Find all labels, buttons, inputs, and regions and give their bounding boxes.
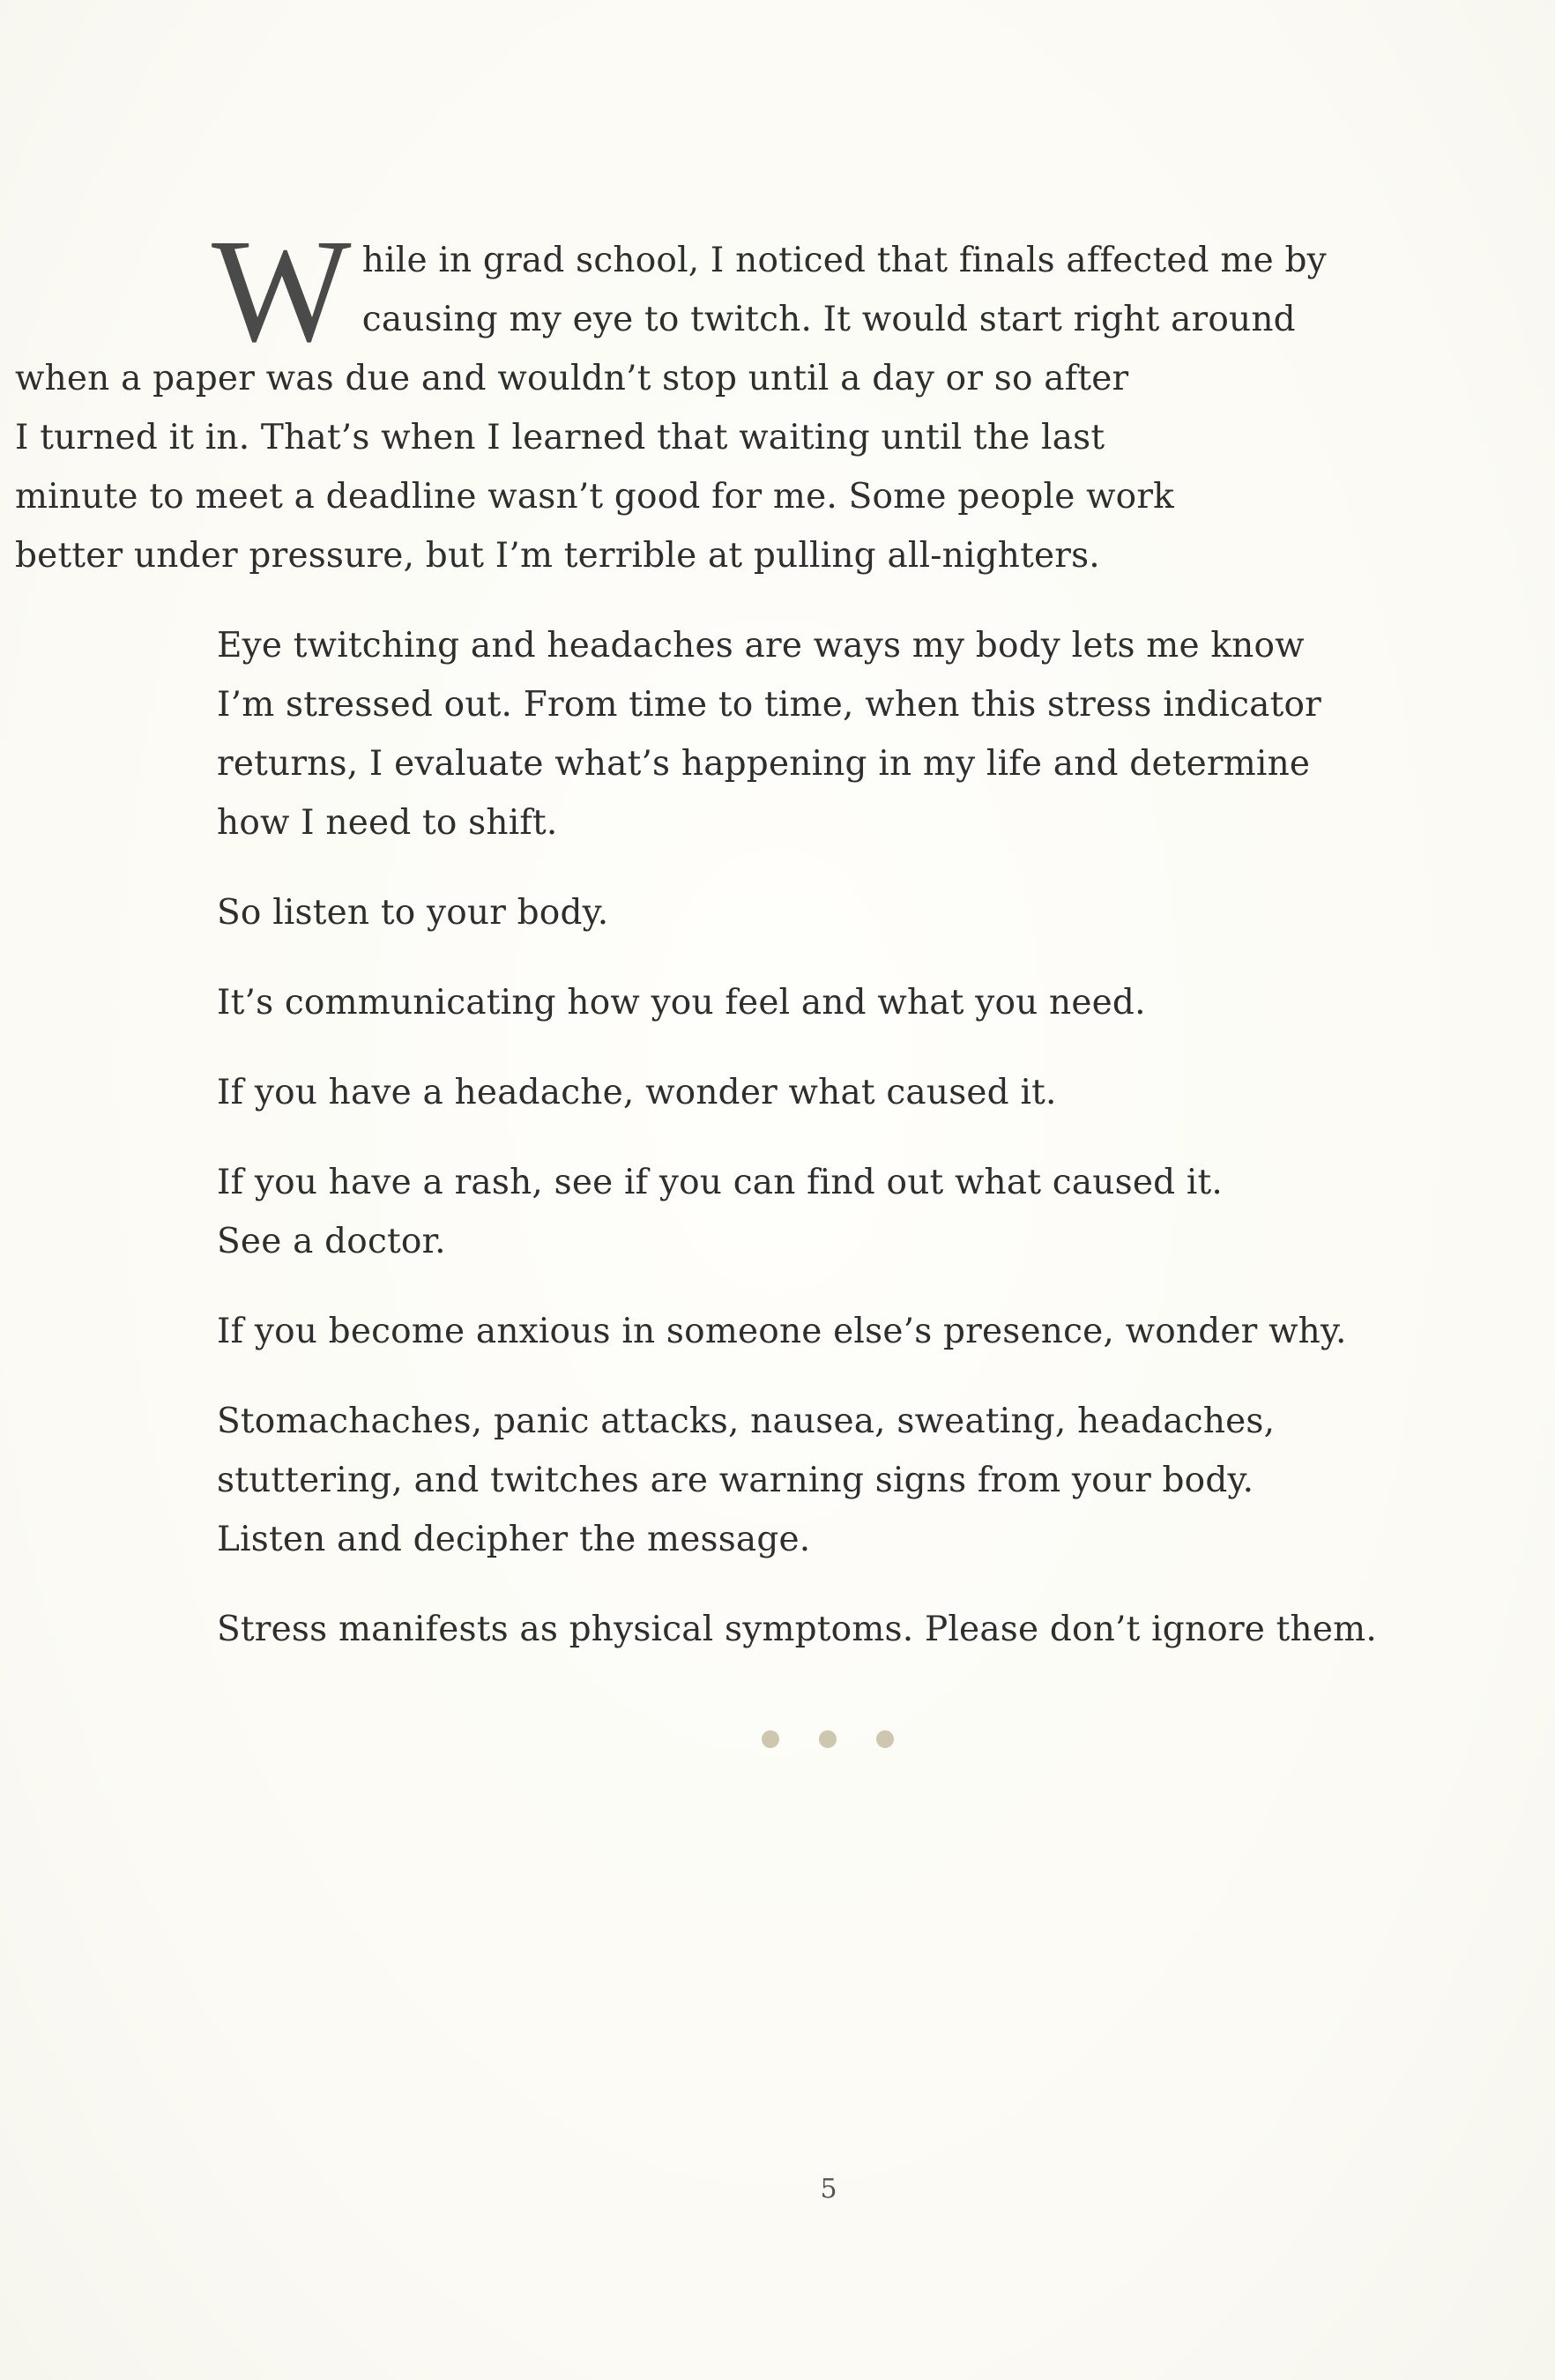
text-line: Listen and decipher the message.: [217, 1520, 811, 1559]
text-line: when a paper was due and wouldn’t stop until a day or so after: [15, 359, 1129, 398]
page-number: 5: [820, 2174, 837, 2205]
text-line: So listen to your body.: [217, 893, 609, 933]
text-line: returns, I evaluate what’s happening in my life and determine: [217, 744, 1311, 784]
paragraph-9: [217, 1600, 1433, 1659]
ornament-dot-icon: [762, 1730, 779, 1748]
ornament-dot-icon: [819, 1730, 837, 1748]
paragraph-1: [15, 209, 1433, 585]
text-line: causing my eye to twitch. It would start right around: [361, 300, 1296, 339]
text-line: minute to meet a deadline wasn’t good for me. Some people work: [15, 477, 1175, 517]
text-line: Stress manifests as physical symptoms. Please don’t ignore them.: [217, 1610, 1377, 1649]
text-line: If you have a headache, wonder what caused it.: [217, 1073, 1057, 1112]
paragraph-7: [217, 1302, 1433, 1361]
paragraph-3: [217, 883, 1433, 942]
paragraph-4: [217, 973, 1433, 1032]
body-text: [15, 209, 1433, 1690]
text-line: better under pressure, but I’m terrible at pulling all-nighters.: [15, 536, 1100, 576]
text-line: Stomachaches, panic attacks, nausea, sweating, headaches,: [217, 1402, 1276, 1441]
text-line: See a doctor.: [217, 1222, 446, 1261]
drop-cap: W: [212, 209, 352, 373]
section-break-ornament: [762, 1726, 894, 1752]
text-line: It’s communicating how you feel and what you need.: [217, 983, 1146, 1023]
text-line: stuttering, and twitches are warning signs from your body.: [217, 1461, 1254, 1500]
text-line: I turned it in. That’s when I learned that waiting until the last: [15, 418, 1105, 457]
text-line: hile in grad school, I noticed that finals affected me by: [361, 241, 1327, 280]
paragraph-8: [217, 1392, 1433, 1569]
text-line: I’m stressed out. From time to time, when this stress indicator: [217, 685, 1321, 725]
paragraph-5: [217, 1063, 1433, 1122]
ornament-dot-icon: [876, 1730, 894, 1748]
paragraph-2: [217, 616, 1433, 852]
text-line: how I need to shift.: [217, 803, 558, 843]
text-line: If you become anxious in someone else’s presence, wonder why.: [217, 1312, 1347, 1351]
paragraph-6: [217, 1153, 1433, 1271]
text-line: If you have a rash, see if you can find out what caused it.: [217, 1163, 1224, 1202]
text-line: Eye twitching and headaches are ways my body lets me know: [217, 626, 1305, 666]
